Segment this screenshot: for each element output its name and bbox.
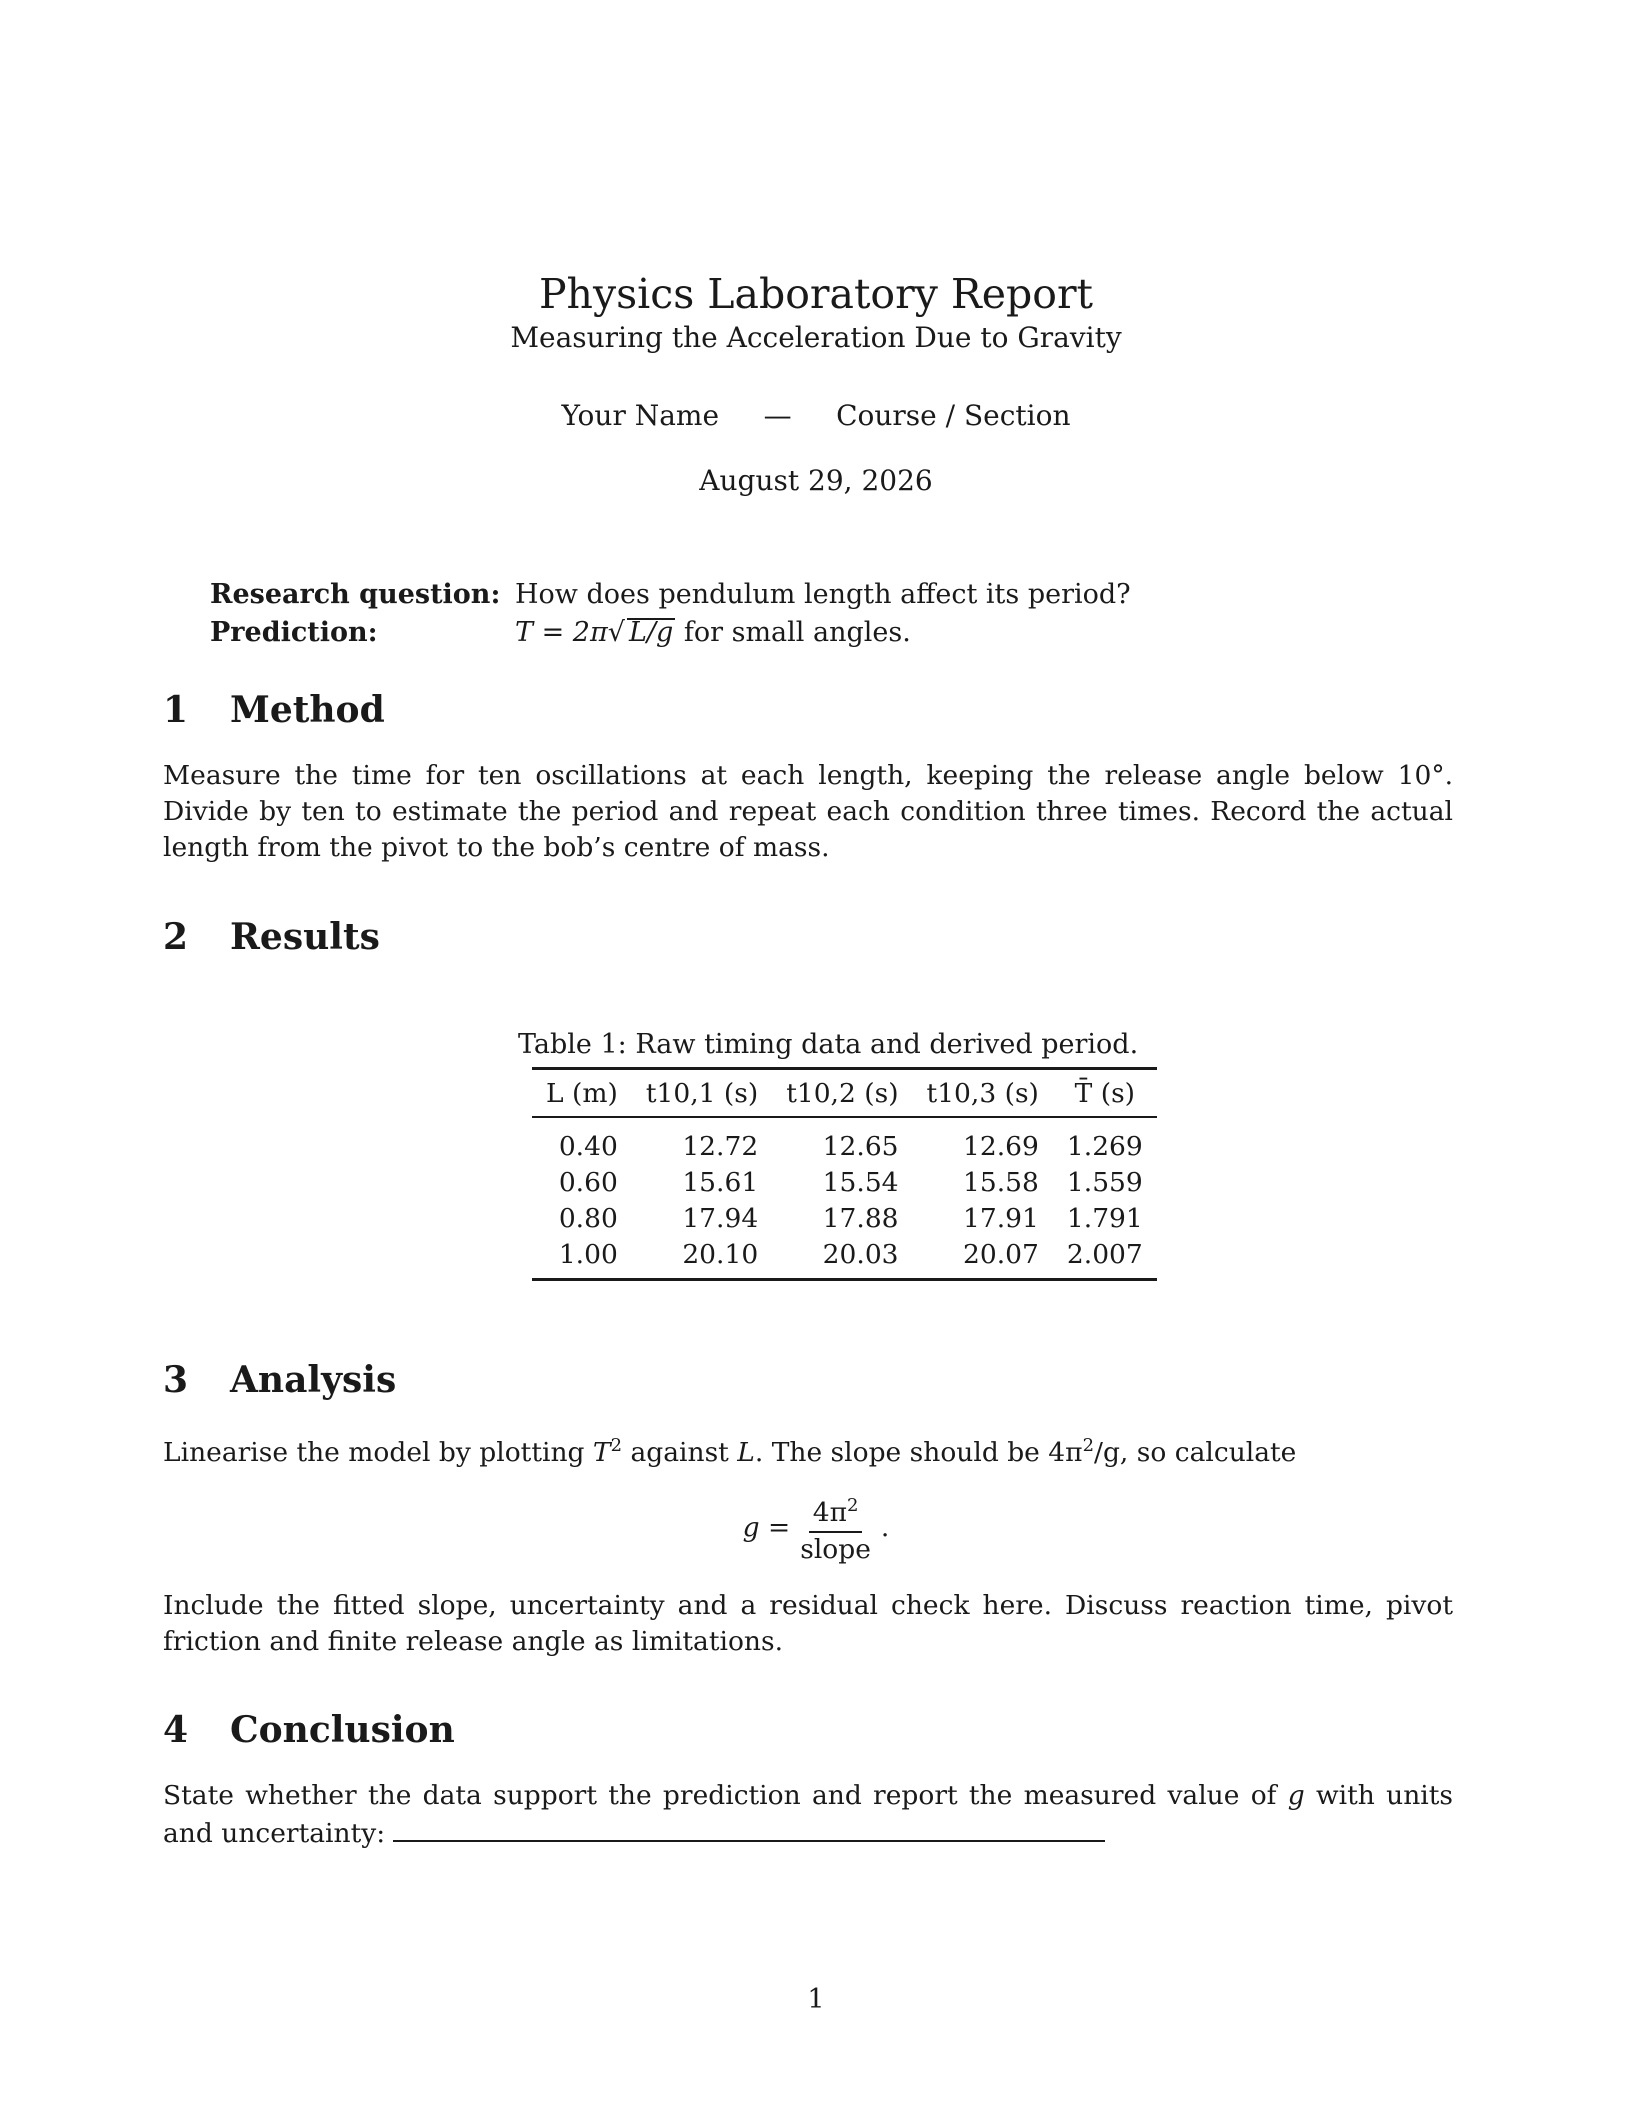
superscript: 2 — [1082, 1435, 1095, 1456]
section-heading-conclusion — [163, 1708, 455, 1752]
text-run: with units and uncertainty: — [163, 1780, 1453, 1849]
table-cell: 2.007 — [1066, 1238, 1143, 1270]
section-heading-results — [163, 915, 380, 959]
table-cell: 15.61 — [682, 1166, 759, 1198]
table-cell: 1.00 — [558, 1238, 618, 1270]
conclusion-paragraph — [163, 1778, 1453, 1852]
table-cell: 1.559 — [1066, 1166, 1143, 1198]
prediction-lhs: T = 2π — [515, 617, 608, 648]
table-row — [532, 1236, 1157, 1280]
text-run: /g, so calculate — [1094, 1437, 1297, 1468]
section-heading-analysis — [163, 1358, 396, 1402]
sqrt-symbol: √ — [607, 617, 625, 648]
table-cell: 20.03 — [822, 1238, 899, 1270]
prediction-label: Prediction: — [210, 617, 378, 648]
report-subtitle: Measuring the Acceleration Due to Gravity — [510, 321, 1122, 354]
section-number: 3 — [163, 1359, 189, 1401]
table-cell: 12.65 — [822, 1130, 899, 1162]
report-date: August 29, 2026 — [699, 464, 933, 497]
gravity-equation — [0, 1490, 1632, 1565]
fraction-denominator: slope — [800, 1534, 871, 1565]
prediction-formula — [515, 614, 911, 652]
table-cell: 20.10 — [682, 1238, 759, 1270]
section-title: Conclusion — [230, 1709, 455, 1751]
section-title: Method — [230, 689, 385, 731]
answer-blank-line[interactable] — [393, 1814, 1105, 1842]
text-run: State whether the data support the prediction and report the measured value of — [163, 1780, 1288, 1811]
equation-period: . — [880, 1512, 890, 1543]
results-table-block — [518, 1027, 1143, 1281]
table-cell: 0.40 — [558, 1130, 618, 1162]
prediction-row — [210, 614, 1131, 652]
math-L: L — [737, 1437, 755, 1468]
analysis-paragraph: Include the fitted slope, uncertainty and a residual check here. Discuss reaction time, pivot friction and finite release angle as limitations. — [163, 1590, 1453, 1657]
research-question-text: How does pendulum length affect its period? — [515, 579, 1131, 610]
table-cell: 20.07 — [963, 1238, 1039, 1270]
superscript: 2 — [610, 1435, 623, 1456]
report-title: Physics Laboratory Report — [538, 270, 1094, 318]
equation-fraction — [796, 1490, 875, 1565]
column-header: T̄ (s) — [1074, 1077, 1136, 1109]
table-caption: Table 1: Raw timing data and derived period. — [518, 1029, 1139, 1060]
column-header: t10,2 (s) — [786, 1077, 899, 1109]
table-cell: 0.80 — [558, 1202, 618, 1234]
table-cell: 1.791 — [1066, 1202, 1143, 1234]
table-cell: 15.54 — [822, 1166, 899, 1198]
column-header: L (m) — [546, 1077, 618, 1109]
course-section: Course / Section — [836, 399, 1071, 432]
equation-lhs: g = — [742, 1512, 791, 1543]
numerator-text: 4π — [812, 1497, 847, 1528]
research-block — [210, 576, 1131, 652]
table-cell: 1.269 — [1066, 1130, 1143, 1162]
prediction-tail: for small angles. — [675, 617, 911, 648]
results-table — [532, 1067, 1157, 1281]
superscript: 2 — [846, 1495, 859, 1516]
section-title: Results — [230, 916, 380, 958]
text-run: against — [622, 1437, 738, 1468]
page-number: 1 — [807, 1984, 825, 2015]
table-header-row — [532, 1069, 1157, 1118]
research-question-label: Research question: — [210, 579, 501, 610]
table-cell: 12.69 — [963, 1130, 1039, 1162]
table-cell: 17.94 — [682, 1202, 759, 1234]
table-row — [532, 1117, 1157, 1164]
section-number: 1 — [163, 689, 189, 731]
table-row — [532, 1200, 1157, 1236]
author-line — [0, 398, 1632, 434]
research-question-row — [210, 576, 1131, 614]
column-header: t10,1 (s) — [645, 1077, 759, 1109]
section-number: 2 — [163, 916, 189, 958]
author-name: Your Name — [561, 399, 720, 432]
table-row — [532, 1164, 1157, 1200]
prediction-radicand: L/g — [628, 617, 674, 648]
column-header: t10,3 (s) — [926, 1077, 1039, 1109]
table-cell: 17.91 — [963, 1202, 1039, 1234]
method-paragraph: Measure the time for ten oscillations at each length, keeping the release angle below 10°. Divide by ten to estimate the period and repeat each condition three times. Record the actual length from the pivot to the bob’s centre of mass. — [163, 760, 1453, 863]
table-cell: 17.88 — [822, 1202, 899, 1234]
text-run: Linearise the model by plotting — [163, 1437, 593, 1468]
text-run: . The slope should be 4π — [754, 1437, 1083, 1468]
table-cell: 15.58 — [963, 1166, 1039, 1198]
fraction-numerator — [809, 1490, 863, 1533]
table-cell: 0.60 — [558, 1166, 618, 1198]
author-separator: — — [763, 399, 792, 432]
section-title: Analysis — [230, 1359, 397, 1401]
math-T: T — [592, 1437, 611, 1468]
section-heading-method — [163, 688, 385, 732]
analysis-intro — [163, 1428, 1453, 1471]
math-g: g — [1287, 1780, 1305, 1811]
section-number: 4 — [163, 1709, 189, 1751]
table-cell: 12.72 — [682, 1130, 759, 1162]
